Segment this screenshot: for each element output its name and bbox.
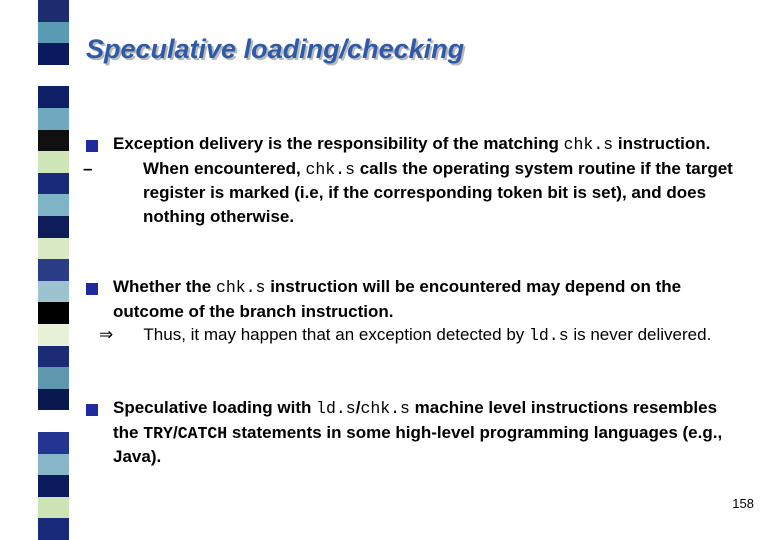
bullet-1-text-end: instruction. [613, 134, 711, 153]
sidebar-square [38, 367, 69, 389]
sub-bullet-2-text-end: is never delivered. [568, 325, 712, 344]
sidebar-square [38, 389, 69, 411]
bullet-3-text-mid: machine level instructions resembles the [113, 398, 718, 442]
sidebar-square [38, 173, 69, 195]
code-chk-s: chk.s [360, 399, 410, 418]
code-chk-s: chk.s [305, 159, 355, 179]
code-catch: CATCH [177, 423, 228, 443]
decorative-sidebar [38, 0, 69, 540]
sub-bullet-2-text: Thus, it may happen that an exception detected by [139, 325, 529, 344]
slide-title: Speculative loading/checking [86, 34, 465, 64]
slash: / [172, 422, 178, 442]
sidebar-square [38, 22, 69, 44]
code-ld-s: ld.s [529, 326, 569, 345]
bullet-1 [83, 132, 743, 228]
bullet-marker [86, 140, 98, 152]
sidebar-square [38, 259, 69, 281]
sidebar-square [38, 108, 69, 130]
code-chk-s: chk.s [215, 278, 266, 297]
sidebar-square [38, 497, 69, 519]
bullet-marker [86, 283, 98, 295]
bullet-marker [86, 404, 98, 416]
sidebar-square [38, 302, 69, 324]
code-chk-s: chk.s [563, 135, 614, 154]
bullet-1-text: Exception delivery is the responsibility of the matching [113, 134, 564, 153]
sidebar-square [38, 151, 69, 173]
sidebar-square [38, 346, 69, 368]
sidebar-square [38, 43, 69, 65]
sidebar-square [38, 238, 69, 260]
sidebar-square [38, 324, 69, 346]
sidebar-square [38, 130, 69, 152]
sidebar-square [38, 281, 69, 303]
bullet-2-text: Whether the [113, 277, 216, 296]
code-ld-s: ld.s [316, 399, 356, 418]
slash: / [355, 398, 361, 417]
sidebar-square [38, 65, 69, 87]
bullet-3-text-end: statements in some high-level programming languages (e.g., Java). [113, 422, 723, 466]
sidebar-square [38, 432, 69, 454]
dash-marker: – [83, 158, 93, 178]
bullet-3-text: Speculative loading with [113, 398, 317, 417]
sidebar-square [38, 0, 69, 22]
sub-bullet-1-text-end: calls the operating system routine if the target register is marked (i.e, if the corresponding token bit is set), and does nothing otherwise. [143, 158, 733, 226]
page-number: 158 [732, 496, 754, 511]
sub-bullet-1-text: When encountered, [143, 158, 306, 178]
implies-arrow-icon: ⇒ [99, 325, 114, 344]
sidebar-square [38, 216, 69, 238]
sidebar-square [38, 194, 69, 216]
sidebar-square [38, 410, 69, 432]
sidebar-square [38, 475, 69, 497]
bullet-2 [99, 275, 743, 348]
code-try: TRY [143, 423, 173, 443]
bullet-3 [113, 396, 743, 469]
sidebar-square [38, 86, 69, 108]
sidebar-square [38, 518, 69, 540]
sidebar-square [38, 454, 69, 476]
bullet-2-text-end: instruction will be encountered may depend on the outcome of the branch instruction. [113, 277, 682, 321]
